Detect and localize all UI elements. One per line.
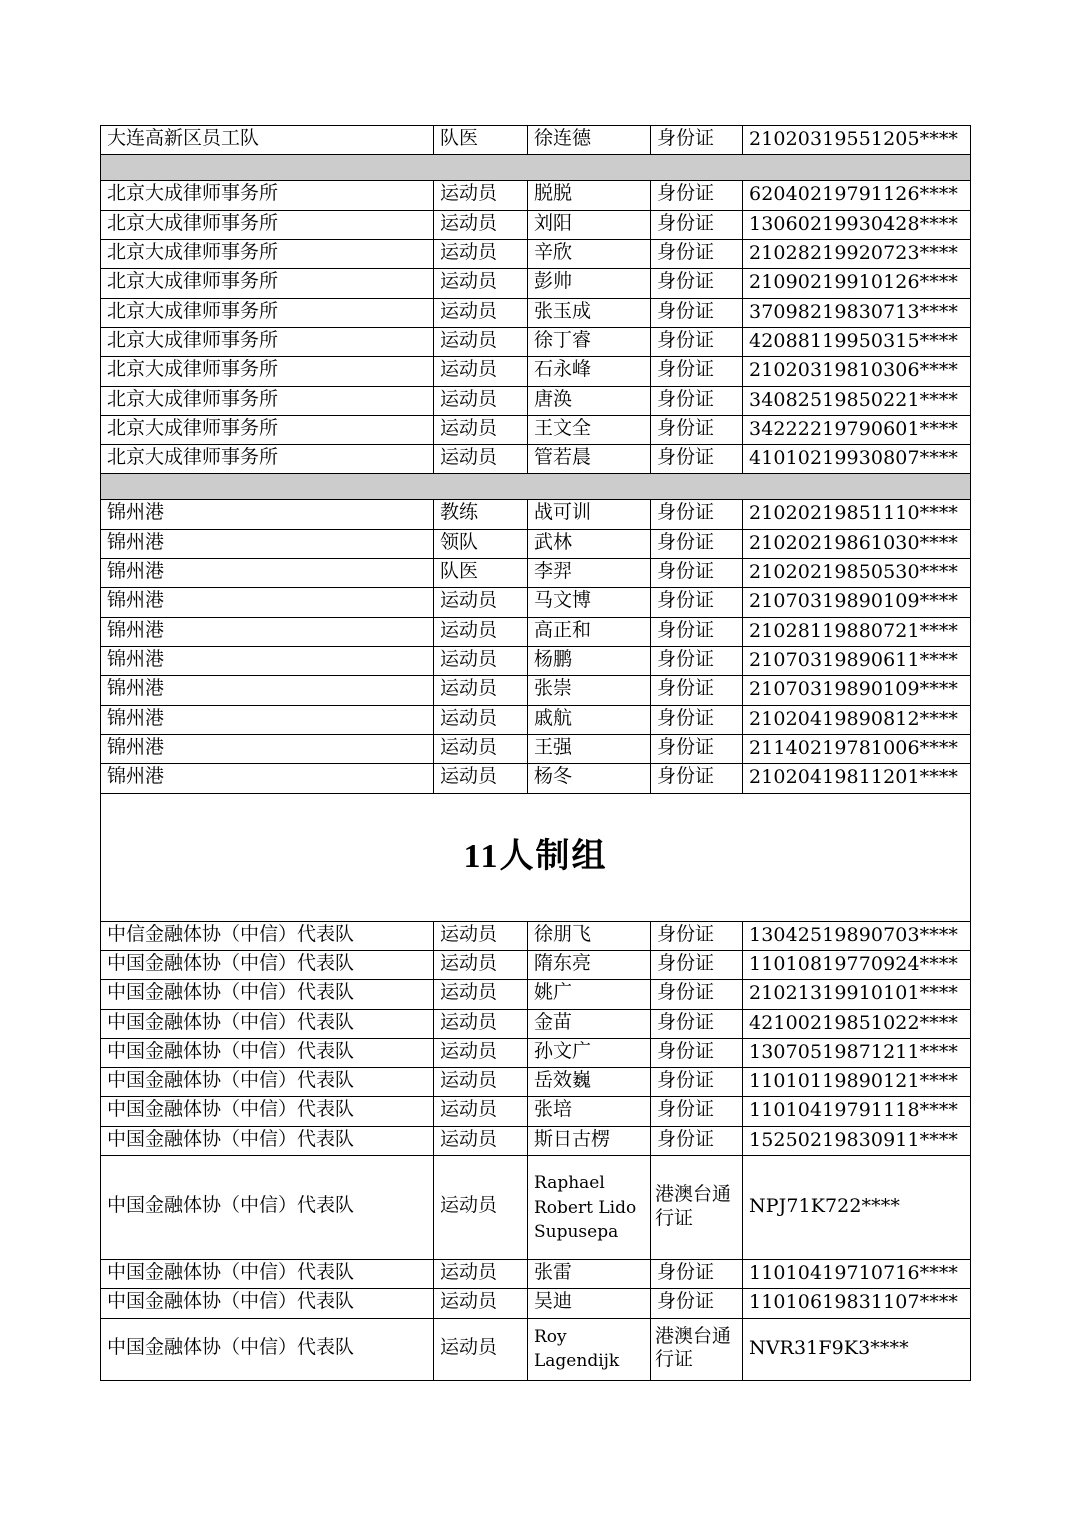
cell-id-type: 身份证: [651, 357, 743, 386]
cell-role: 运动员: [434, 921, 528, 950]
cell-name: 唐涣: [528, 386, 651, 415]
table-row: [101, 529, 971, 558]
cell-name: 辛欣: [528, 239, 651, 268]
cell-role: 运动员: [434, 588, 528, 617]
cell-role: 运动员: [434, 705, 528, 734]
cell-id-type: 身份证: [651, 588, 743, 617]
cell-team: 北京大成律师事务所: [101, 239, 434, 268]
cell-name: 管若晨: [528, 445, 651, 474]
table-row: [101, 181, 971, 210]
cell-id-number: 21020219850530****: [743, 559, 971, 588]
cell-id-type: 港澳台通行证: [651, 1156, 743, 1260]
cell-team: 锦州港: [101, 647, 434, 676]
cell-id-number: 34222219790601****: [743, 415, 971, 444]
cell-name: 马文博: [528, 588, 651, 617]
table-row: [101, 617, 971, 646]
cell-id-type: 身份证: [651, 126, 743, 155]
cell-role: 运动员: [434, 1260, 528, 1289]
cell-role: 运动员: [434, 980, 528, 1009]
cell-id-number: 21028219920723****: [743, 239, 971, 268]
cell-team: 锦州港: [101, 529, 434, 558]
cell-name: 战可训: [528, 500, 651, 529]
cell-name: 脱脱: [528, 181, 651, 210]
cell-id-number: 21028119880721****: [743, 617, 971, 646]
cell-role: 运动员: [434, 269, 528, 298]
cell-name: 斯日古楞: [528, 1126, 651, 1155]
table-separator-row: [101, 155, 971, 181]
cell-name: 张雷: [528, 1260, 651, 1289]
cell-role: 队医: [434, 126, 528, 155]
table-row: [101, 1156, 971, 1260]
cell-id-number: 21070319890611****: [743, 647, 971, 676]
cell-role: 运动员: [434, 386, 528, 415]
table-row: [101, 1009, 971, 1038]
cell-name: 吴迪: [528, 1289, 651, 1318]
cell-id-type: 身份证: [651, 1126, 743, 1155]
cell-name: 戚航: [528, 705, 651, 734]
table-row: [101, 921, 971, 950]
cell-role: 教练: [434, 500, 528, 529]
cell-id-type: 身份证: [651, 386, 743, 415]
table-row: [101, 1318, 971, 1380]
table-row: [101, 676, 971, 705]
cell-id-number: NVR31F9K3****: [743, 1318, 971, 1380]
cell-name: 孙文广: [528, 1038, 651, 1067]
cell-id-number: 42088119950315****: [743, 327, 971, 356]
cell-team: 北京大成律师事务所: [101, 298, 434, 327]
cell-role: 队医: [434, 559, 528, 588]
cell-name: 李羿: [528, 559, 651, 588]
cell-role: 运动员: [434, 1156, 528, 1260]
cell-id-number: 21020219851110****: [743, 500, 971, 529]
cell-id-number: 21140219781006****: [743, 734, 971, 763]
table-row: [101, 386, 971, 415]
table-row: [101, 950, 971, 979]
cell-team: 北京大成律师事务所: [101, 181, 434, 210]
cell-role: 运动员: [434, 181, 528, 210]
cell-id-type: 身份证: [651, 764, 743, 793]
cell-team: 锦州港: [101, 617, 434, 646]
cell-name: 张培: [528, 1097, 651, 1126]
cell-team: 北京大成律师事务所: [101, 386, 434, 415]
cell-id-number: 13060219930428****: [743, 210, 971, 239]
cell-role: 运动员: [434, 298, 528, 327]
table-row: [101, 239, 971, 268]
cell-id-number: 21090219910126****: [743, 269, 971, 298]
cell-role: 运动员: [434, 1068, 528, 1097]
cell-id-type: 身份证: [651, 1009, 743, 1038]
separator-cell: [101, 155, 971, 181]
cell-id-type: 身份证: [651, 676, 743, 705]
cell-name: 徐连德: [528, 126, 651, 155]
cell-role: 运动员: [434, 415, 528, 444]
cell-id-type: 身份证: [651, 1260, 743, 1289]
table-row: [101, 327, 971, 356]
table-row: [101, 647, 971, 676]
cell-id-number: 41010219930807****: [743, 445, 971, 474]
table-row: [101, 298, 971, 327]
section-title: 11人制组: [463, 838, 608, 876]
cell-team: 锦州港: [101, 676, 434, 705]
cell-name: 王文全: [528, 415, 651, 444]
cell-id-type: 身份证: [651, 921, 743, 950]
section-heading-cell: [101, 793, 971, 921]
cell-id-number: 21020419811201****: [743, 764, 971, 793]
cell-team: 锦州港: [101, 559, 434, 588]
cell-id-type: 身份证: [651, 1289, 743, 1318]
cell-name: 杨鹏: [528, 647, 651, 676]
cell-role: 运动员: [434, 1289, 528, 1318]
cell-role: 运动员: [434, 357, 528, 386]
cell-id-type: 身份证: [651, 705, 743, 734]
cell-role: 运动员: [434, 1318, 528, 1380]
cell-id-type: 身份证: [651, 327, 743, 356]
cell-role: 运动员: [434, 1038, 528, 1067]
cell-id-type: 身份证: [651, 1097, 743, 1126]
cell-id-number: 11010419710716****: [743, 1260, 971, 1289]
cell-id-number: 21020319810306****: [743, 357, 971, 386]
cell-team: 中国金融体协（中信）代表队: [101, 1289, 434, 1318]
cell-team: 北京大成律师事务所: [101, 415, 434, 444]
cell-name: 张玉成: [528, 298, 651, 327]
cell-team: 中国金融体协（中信）代表队: [101, 1097, 434, 1126]
cell-id-type: 身份证: [651, 181, 743, 210]
cell-name: 武林: [528, 529, 651, 558]
cell-team: 中国金融体协（中信）代表队: [101, 1068, 434, 1097]
cell-id-type: 身份证: [651, 529, 743, 558]
cell-role: 运动员: [434, 734, 528, 763]
cell-team: 中国金融体协（中信）代表队: [101, 1260, 434, 1289]
cell-id-number: 21020219861030****: [743, 529, 971, 558]
cell-team: 北京大成律师事务所: [101, 327, 434, 356]
cell-role: 运动员: [434, 764, 528, 793]
cell-id-number: NPJ71K722****: [743, 1156, 971, 1260]
cell-name: Roy Lagendijk: [528, 1318, 651, 1380]
cell-id-type: 身份证: [651, 980, 743, 1009]
cell-team: 中国金融体协（中信）代表队: [101, 1318, 434, 1380]
cell-team: 锦州港: [101, 588, 434, 617]
cell-team: 锦州港: [101, 500, 434, 529]
cell-id-number: 11010119890121****: [743, 1068, 971, 1097]
cell-id-type: 身份证: [651, 617, 743, 646]
table-row: [101, 210, 971, 239]
section-heading-row: [101, 793, 971, 921]
cell-id-type: 身份证: [651, 415, 743, 444]
cell-name: 岳效巍: [528, 1068, 651, 1097]
cell-team: 大连高新区员工队: [101, 126, 434, 155]
cell-id-type: 身份证: [651, 445, 743, 474]
cell-team: 中国金融体协（中信）代表队: [101, 1156, 434, 1260]
cell-team: 北京大成律师事务所: [101, 445, 434, 474]
table-separator-row: [101, 474, 971, 500]
cell-id-number: 11010819770924****: [743, 950, 971, 979]
roster-sheet: [100, 125, 970, 1381]
roster-table-body: [101, 126, 971, 1381]
cell-team: 锦州港: [101, 734, 434, 763]
cell-name: 王强: [528, 734, 651, 763]
cell-id-number: 11010419791118****: [743, 1097, 971, 1126]
cell-role: 运动员: [434, 239, 528, 268]
roster-table: [100, 125, 971, 1381]
cell-id-type: 身份证: [651, 950, 743, 979]
cell-name: 徐朋飞: [528, 921, 651, 950]
cell-id-type: 身份证: [651, 239, 743, 268]
cell-id-type: 身份证: [651, 559, 743, 588]
table-row: [101, 357, 971, 386]
table-row: [101, 1289, 971, 1318]
cell-id-type: 身份证: [651, 298, 743, 327]
cell-role: 运动员: [434, 1009, 528, 1038]
table-row: [101, 1068, 971, 1097]
cell-id-number: 34082519850221****: [743, 386, 971, 415]
cell-name: 隋东亮: [528, 950, 651, 979]
cell-id-number: 21020419890812****: [743, 705, 971, 734]
cell-id-number: 42100219851022****: [743, 1009, 971, 1038]
separator-cell: [101, 474, 971, 500]
table-row: [101, 588, 971, 617]
cell-team: 北京大成律师事务所: [101, 210, 434, 239]
cell-id-type: 身份证: [651, 734, 743, 763]
cell-id-type: 身份证: [651, 210, 743, 239]
cell-name: 金苗: [528, 1009, 651, 1038]
cell-name: 张崇: [528, 676, 651, 705]
table-row: [101, 559, 971, 588]
cell-id-number: 21021319910101****: [743, 980, 971, 1009]
cell-name: Raphael Robert Lido Supusepa: [528, 1156, 651, 1260]
cell-role: 运动员: [434, 617, 528, 646]
cell-team: 锦州港: [101, 764, 434, 793]
cell-id-number: 11010619831107****: [743, 1289, 971, 1318]
cell-role: 运动员: [434, 1097, 528, 1126]
cell-team: 中国金融体协（中信）代表队: [101, 950, 434, 979]
table-row: [101, 764, 971, 793]
cell-id-number: 37098219830713****: [743, 298, 971, 327]
cell-id-type: 身份证: [651, 1068, 743, 1097]
table-row: [101, 980, 971, 1009]
table-row: [101, 1260, 971, 1289]
cell-team: 锦州港: [101, 705, 434, 734]
cell-role: 运动员: [434, 327, 528, 356]
table-row: [101, 1038, 971, 1067]
table-row: [101, 705, 971, 734]
cell-id-number: 21020319551205****: [743, 126, 971, 155]
cell-team: 中国金融体协（中信）代表队: [101, 1038, 434, 1067]
table-row: [101, 126, 971, 155]
cell-id-type: 身份证: [651, 647, 743, 676]
cell-role: 运动员: [434, 950, 528, 979]
cell-id-number: 21070319890109****: [743, 676, 971, 705]
cell-id-type: 身份证: [651, 269, 743, 298]
cell-team: 中国金融体协（中信）代表队: [101, 1009, 434, 1038]
table-row: [101, 415, 971, 444]
table-row: [101, 445, 971, 474]
cell-id-number: 13070519871211****: [743, 1038, 971, 1067]
table-row: [101, 269, 971, 298]
cell-role: 运动员: [434, 676, 528, 705]
cell-name: 高正和: [528, 617, 651, 646]
cell-team: 中国金融体协（中信）代表队: [101, 1126, 434, 1155]
cell-id-type: 港澳台通行证: [651, 1318, 743, 1380]
table-row: [101, 500, 971, 529]
cell-role: 运动员: [434, 647, 528, 676]
cell-id-number: 15250219830911****: [743, 1126, 971, 1155]
cell-id-number: 13042519890703****: [743, 921, 971, 950]
cell-role: 运动员: [434, 445, 528, 474]
cell-id-type: 身份证: [651, 1038, 743, 1067]
cell-id-number: 21070319890109****: [743, 588, 971, 617]
cell-name: 姚广: [528, 980, 651, 1009]
cell-name: 刘阳: [528, 210, 651, 239]
table-row: [101, 1097, 971, 1126]
cell-role: 领队: [434, 529, 528, 558]
cell-name: 彭帅: [528, 269, 651, 298]
table-row: [101, 1126, 971, 1155]
cell-name: 杨冬: [528, 764, 651, 793]
cell-team: 北京大成律师事务所: [101, 269, 434, 298]
cell-id-type: 身份证: [651, 500, 743, 529]
table-row: [101, 734, 971, 763]
cell-role: 运动员: [434, 210, 528, 239]
cell-team: 北京大成律师事务所: [101, 357, 434, 386]
cell-name: 徐丁睿: [528, 327, 651, 356]
cell-team: 中信金融体协（中信）代表队: [101, 921, 434, 950]
cell-team: 中国金融体协（中信）代表队: [101, 980, 434, 1009]
cell-role: 运动员: [434, 1126, 528, 1155]
cell-id-number: 62040219791126****: [743, 181, 971, 210]
cell-name: 石永峰: [528, 357, 651, 386]
